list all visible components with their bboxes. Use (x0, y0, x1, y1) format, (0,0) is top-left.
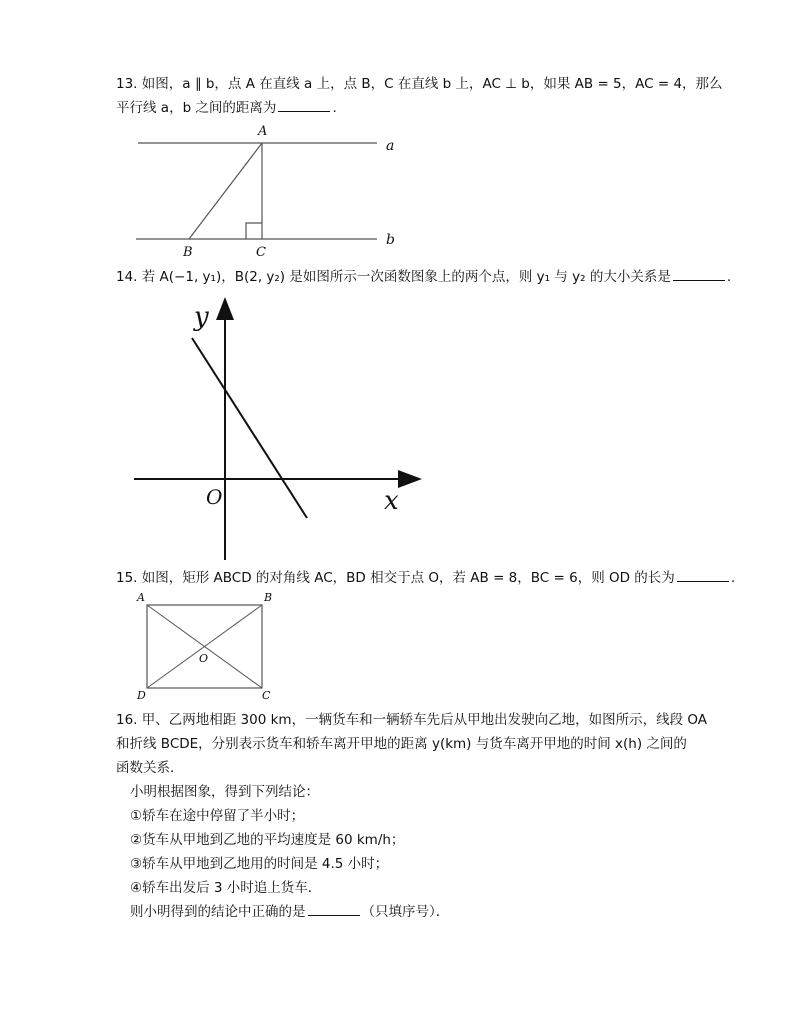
q16-item-2: ②货车从甲地到乙地的平均速度是 60 km/h； (130, 832, 405, 848)
label-B: B (183, 245, 193, 260)
label-a: a (386, 138, 395, 154)
q15-end: . (730, 570, 736, 586)
q14-end: . (726, 269, 732, 285)
label-O: O (199, 652, 209, 665)
label-b: b (386, 232, 395, 248)
q16-last-end: （只填序号）． (361, 904, 450, 920)
label-x: x (384, 486, 399, 516)
label-A: A (137, 591, 145, 604)
q14-text: 14. 若 A(−1, y₁)，B(2, y₂) 是如图所示一次函数图象上的两个点，则 y₁ 与 y₂ 的大小关系是 (116, 269, 671, 285)
label-C: C (256, 245, 266, 260)
q13-line2-text: 平行线 a，b 之间的距离为 (116, 100, 277, 116)
label-y: y (194, 302, 209, 332)
question-16 (116, 708, 707, 924)
q13-line1: 13. 如图，a ∥ b，点 A 在直线 a 上，点 B，C 在直线 b 上，AC ⊥ b，如果 AB = 5，AC = 4，那么 (116, 76, 723, 92)
label-B: B (264, 591, 273, 604)
q16-item-3: ③轿车从甲地到乙地用的时间是 4.5 小时； (130, 856, 389, 872)
label-C: C (262, 689, 271, 702)
q16-line4: 小明根据图象，得到下列结论： (130, 784, 319, 800)
q16-answer-blank[interactable] (308, 901, 360, 916)
q16-last-text: 则小明得到的结论中正确的是 (130, 904, 306, 920)
label-D: D (137, 689, 146, 702)
label-A: A (258, 124, 268, 139)
label-O: O (206, 485, 223, 509)
q16-line1: 16. 甲、乙两地相距 300 km，一辆货车和一辆轿车先后从甲地出发驶向乙地，如图所示，线段 OA (116, 712, 707, 728)
q16-line2: 和折线 BCDE，分别表示货车和轿车离开甲地的距离 y(km) 与货车离开甲地的时间 x(h) 之间的 (116, 736, 687, 752)
q16-line3: 函数关系． (116, 760, 184, 776)
q16-item-4: ④轿车出发后 3 小时追上货车． (130, 880, 322, 896)
q13-line2-end: . (332, 100, 337, 116)
q15-text: 15. 如图，矩形 ABCD 的对角线 AC，BD 相交于点 O，若 AB = 8，BC = 6，则 OD 的长为 (116, 570, 675, 586)
q16-item-1: ①轿车在途中停留了半小时； (130, 808, 305, 824)
